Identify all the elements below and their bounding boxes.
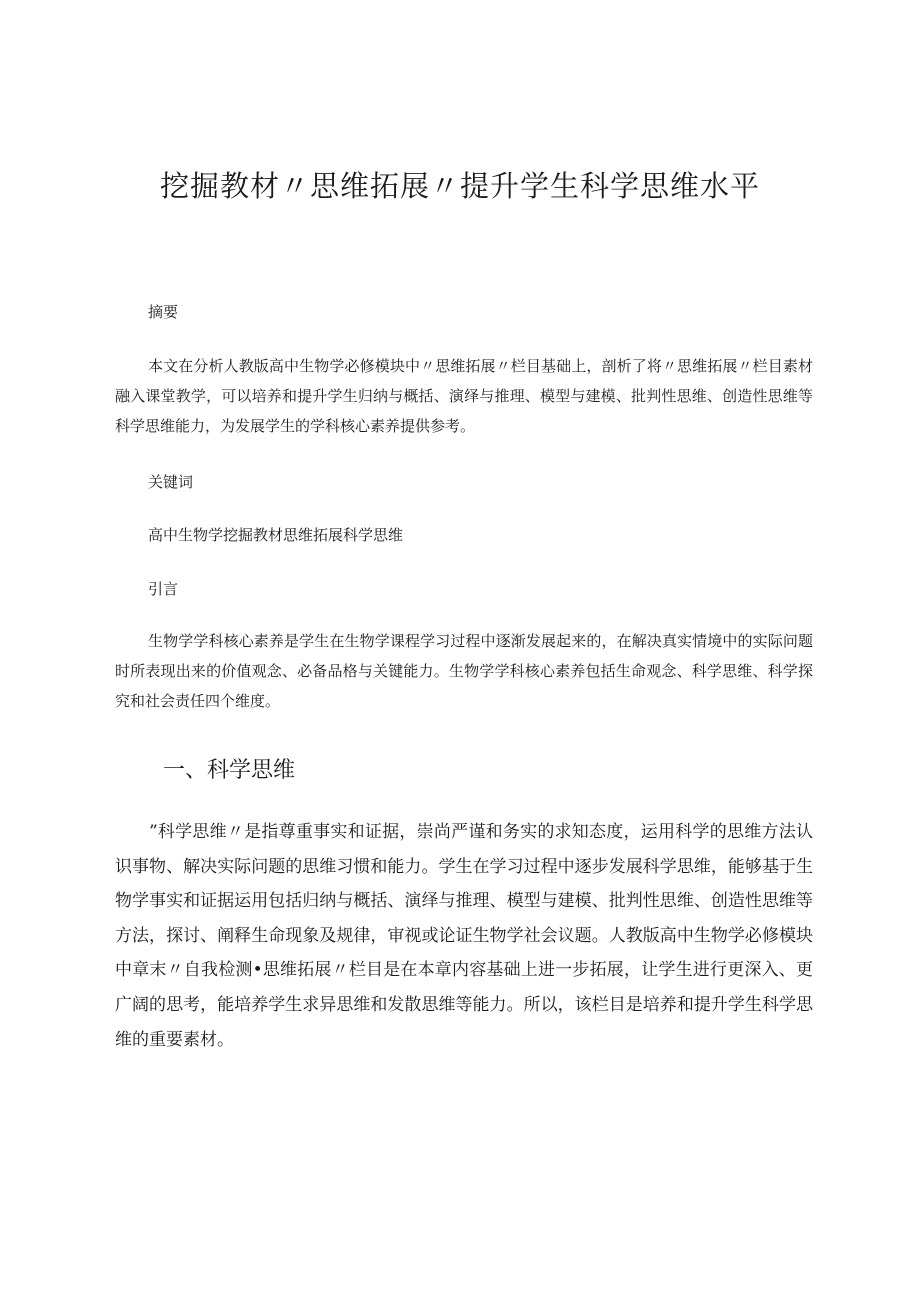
- section-paragraph: ”科学思维〃是指尊重事实和证据，崇尚严谨和务实的求知态度，运用科学的思维方法认识事物、解决实际问题的思维习惯和能力。学生在学习过程中逐步发展科学思维，能够基于生物学事实和证据运用包括归纳与概括、演绎与推理、模型与建模、批判性思维、创造性思维等方法，探讨、阐释生命现象及规律，审视或论证生物学社会议题。人教版高中生物学必修模块中章末〃自我检测•思维拓展〃栏目是在本章内容基础上进一步拓展，让学生进行更深入、更广阔的思考，能培养学生求异思维和发散思维等能力。所以，该栏目是培养和提升学生科学思维的重要素材。: [115, 822, 813, 1050]
- intro-paragraph: 生物学学科核心素养是学生在生物学课程学习过程中逐渐发展起来的，在解决真实情境中的实际问题时所表现出来的价值观念、必备品格与关键能力。生物学学科核心素养包括生命观念、科学思维、科学探究和社会责任四个维度。: [115, 632, 813, 710]
- abstract-label: 摘要: [148, 303, 179, 321]
- keywords-text: 高中生物学挖掘教材思维拓展科学思维: [148, 526, 404, 544]
- document-title: 挖掘教材〃思维拓展〃提升学生科学思维水平: [159, 169, 760, 203]
- section-heading: 一、科学思维: [163, 758, 296, 783]
- keywords-label: 关键词: [148, 473, 194, 491]
- intro-label: 引言: [148, 580, 179, 598]
- abstract-paragraph: 本文在分析人教版高中生物学必修模块中〃思维拓展〃栏目基础上，剖析了将〃思维拓展〃栏目素材融入课堂教学，可以培养和提升学生归纳与概括、演绎与推理、模型与建模、批判性思维、创造性思维等科学思维能力，为发展学生的学科核心素养提供参考。: [115, 357, 813, 435]
